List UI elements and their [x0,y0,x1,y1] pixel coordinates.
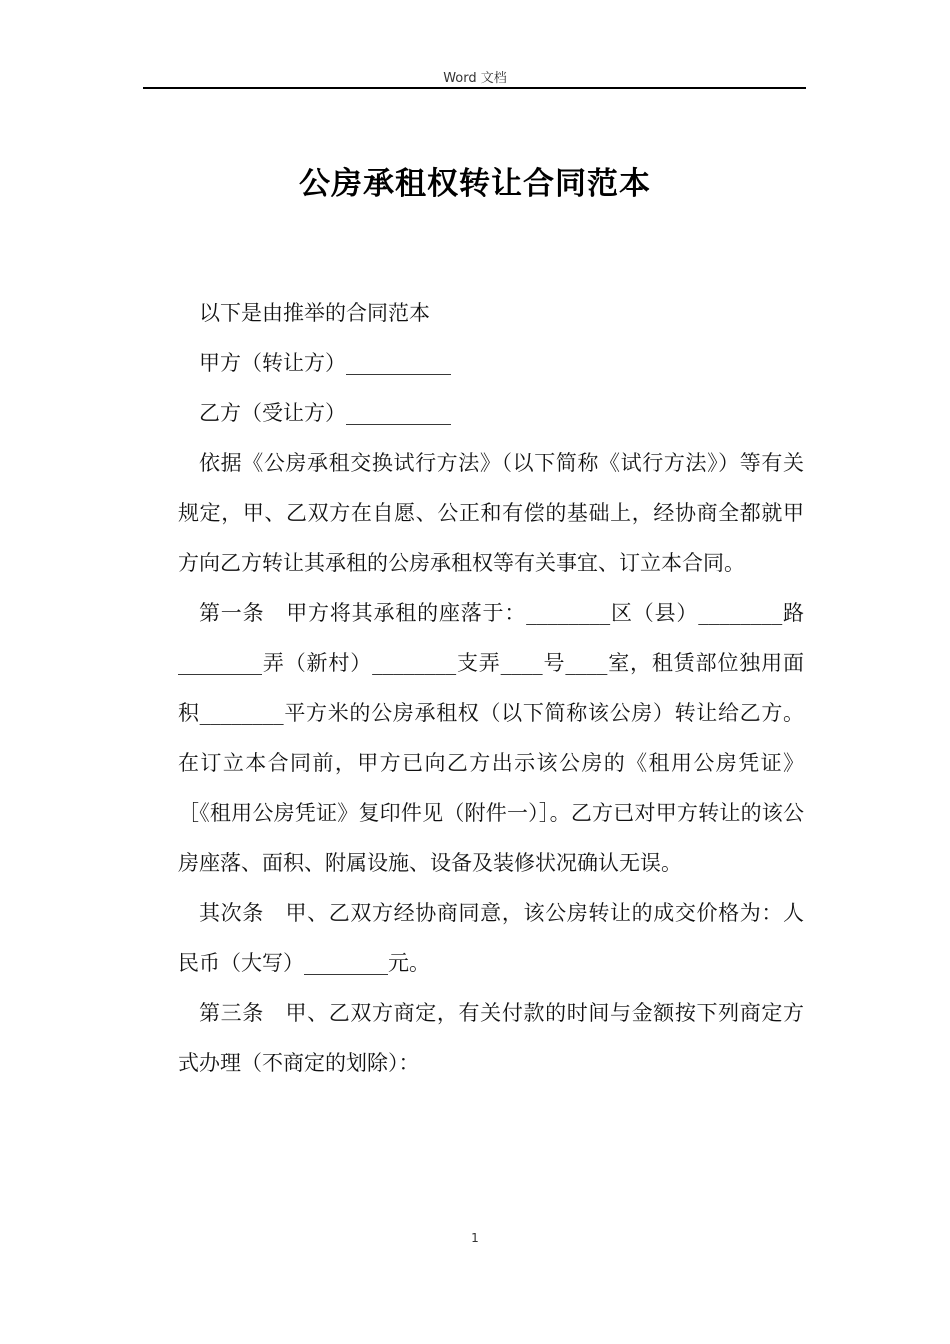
page-number: 1 [471,1231,479,1245]
paragraph-article-3: 第三条 甲、乙双方商定，有关付款的时间与金额按下列商定方式办理（不商定的划除）： [178,1001,804,1075]
paragraph-party-b: 乙方（受让方）__________ [199,401,451,425]
paragraph-intro: 以下是由推举的合同范本 [199,301,430,325]
paragraph-article-2: 其次条 甲、乙双方经协商同意，该公房转让的成交价格为：人民币（大写）________元。 [178,901,804,975]
page-header-label: Word 文档 [443,71,507,86]
document-title: 公房承租权转让合同范本 [299,166,651,202]
header-divider [143,87,806,89]
paragraph-party-a: 甲方（转让方）__________ [199,351,451,375]
paragraph-preamble: 依据《公房承租交换试行方法》（以下简称《试行方法》）等有关规定，甲、乙双方在自愿、公正和有偿的基础上，经协商全都就甲方向乙方转让其承租的公房承租权等有关事宜、订立本合同。 [178,451,804,575]
document-body [178,288,804,1088]
paragraph-article-1: 第一条 甲方将其承租的座落于：________区（县）________路________弄（新村）________支弄____号____室，租赁部位独用面积________平方米的公房承租权（以下简称该公房）转让给乙方。在订立本合同前，甲方已向乙方出示该公房的《租用公房凭证》［《租用公房凭证》复印件见（附件一）］。乙方已对甲方转让的该公房座落、面积、附属设施、设备及装修状况确认无误。 [178,601,804,875]
